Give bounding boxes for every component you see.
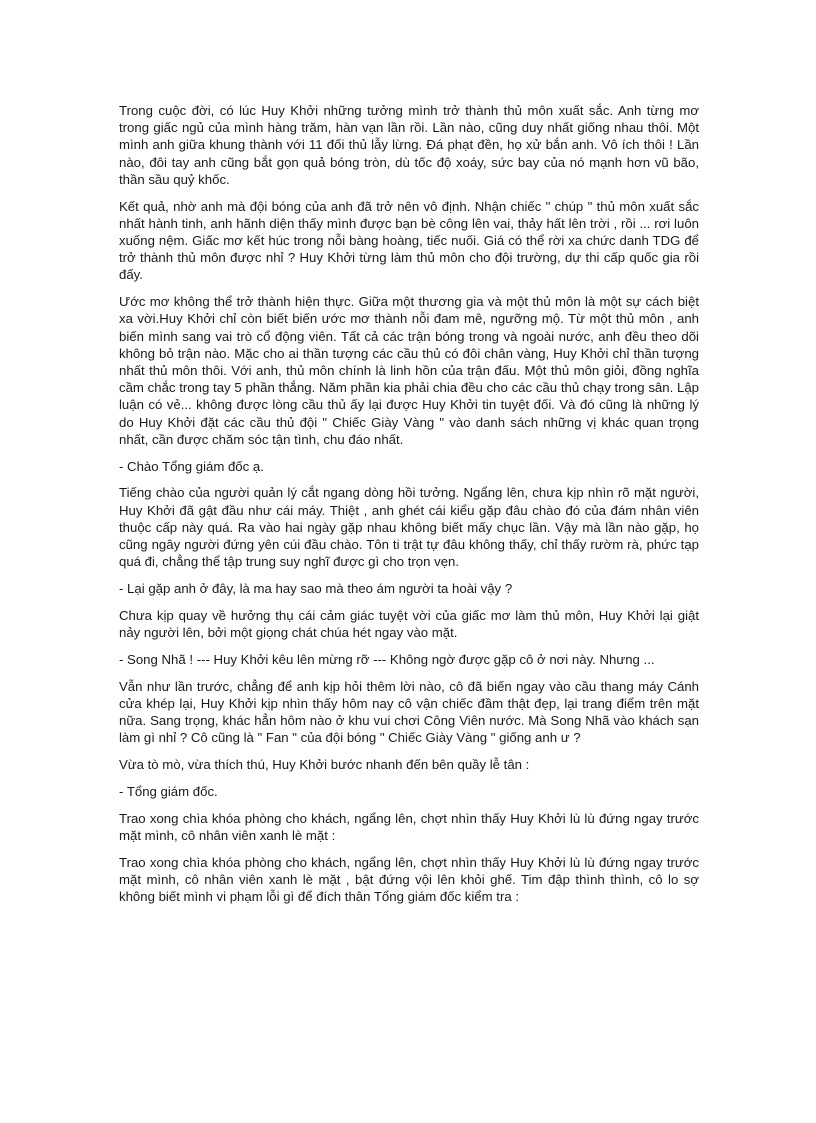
paragraph-dream-result: Kết quả, nhờ anh mà đội bóng của anh đã trở nên vô định. Nhận chiếc " chúp " thủ môn xuất sắc nhất hành tinh, anh hãnh diện thấy mình được bạn bè công lên vai, thảy hất lên trời , rồi ... rơi luôn xuống nệm. Giấc mơ kết húc trong nỗi bàng hoàng, tiếc nuối. Giá có thể rời xa chức danh TDG để trở thành thủ môn được nhỉ ? Huy Khởi từng làm thủ môn cho đội trường, dự thi cấp quốc gia rồi đấy. (119, 198, 699, 283)
paragraph-startled: Chưa kịp quay về hưởng thụ cái cảm giác tuyệt vời của giấc mơ làm thủ môn, Huy Khởi lại giật nảy người lên, bởi một giọng chát chúa hét ngay vào mặt. (119, 607, 699, 641)
paragraph-meet-again: - Lại gặp anh ở đây, là ma hay sao mà theo ám người ta hoài vậy ? (119, 581, 513, 597)
paragraph-key-handover: Trao xong chìa khóa phòng cho khách, ngẩng lên, chợt nhìn thấy Huy Khởi lù lù đứng ngay trước mặt mình, cô nhân viên xanh lè mặt : (119, 810, 699, 843)
paragraph-song-nha: - Song Nhã ! --- Huy Khởi kêu lên mừng rỡ --- Không ngờ được gặp cô ở nơi này. Nhưng ... (119, 651, 655, 667)
paragraph-unfulfilled-dream: Ước mơ không thể trở thành hiện thực. Giữa một thương gia và một thủ môn là một sự cách biệt xa vời.Huy Khởi chỉ còn biết biến ước mơ thành nỗi đam mê, ngưỡng mộ. Từ một thủ môn , anh biến mình sang vai trò cổ động viên. Tất cả các trận bóng trong và ngoài nước, anh đều theo dõi không bỏ trận nào. Mặc cho ai thần tượng các cầu thủ có đôi chân vàng, Huy Khởi chỉ thần tượng nhất thủ môn thôi. Với anh, thủ môn chính là linh hồn của trận đấu. Một thủ môn giỏi, đồng nghĩa cầm chắc trong tay 5 phần thắng. Năm phần kia phải chia đều cho các cầu thủ chạy trong sân. Lập luận có vẻ... không được lòng cầu thủ ấy lại được Huy Khởi tin tuyệt đối. Và đó cũng là những lý do Huy Khởi đặt các cầu thủ đội " Chiếc Giày Vàng " vào danh sách những vị khác quan trọng nhất, cần được chăm sóc tận tình, chu đáo nhất. (119, 294, 699, 447)
paragraph-elevator: Vẫn như lần trước, chẳng để anh kịp hỏi thêm lời nào, cô đã biến ngay vào cầu thang máy Cánh cửa khép lại, Huy Khởi kịp nhìn thấy hôm nay cô vận chiếc đầm thật đẹp, lại trang điểm trên mặt nữa. Sang trọng, khác hẳn hôm nào ở khu vui chơi Công Viên nước. Mà Song Nhã vào khách sạn làm gì nhỉ ? Cô cũng là " Fan " của đội bóng " Chiếc Giày Vàng " giống anh ư ? (119, 678, 699, 746)
paragraph-director: - Tổng giám đốc. (119, 783, 218, 799)
paragraph-greeting: - Chào Tổng giám đốc ạ. (119, 458, 264, 474)
paragraph-reception: Vừa tò mò, vừa thích thú, Huy Khởi bước nhanh đến bên quầy lễ tân : (119, 757, 530, 773)
paragraph-dream-goalkeeper: Trong cuộc đời, có lúc Huy Khởi những tưởng mình trở thành thủ môn xuất sắc. Anh từng mơ trong giấc ngủ của mình hàng trăm, hàn vạn lần rồi. Lần nào, cũng duy nhất giống nhau thôi. Một mình anh giữa khung thành với 11 đối thủ lẫy lừng. Đá phạt đền, họ xử bắn anh. Vô ích thôi ! Lần nào, đôi tay anh cũng bắt gọn quả bóng tròn, dù tốc độ xoáy, sức bay của nó mạnh hơn vũ bão, thần sầu quỷ khốc. (119, 103, 699, 187)
document-page (119, 102, 699, 915)
paragraph-staff-greeting: Tiếng chào của người quản lý cắt ngang dòng hồi tưởng. Ngẩng lên, chưa kịp nhìn rõ mặt người, Huy Khởi đã gật đầu như cái máy. Thiệt , anh ghét cái kiểu gặp đâu chào đó của đám nhân viên thuộc cấp này quá. Ra vào hai ngày gặp nhau không biết mấy chục lần. Vậy mà lần nào gặp, họ cũng ngây người đứng yên cúi đầu chào. Tôn ti trật tự đâu không thấy, chỉ thấy rườm rà, phức tạp quá đi, chẳng thể tập trung suy nghĩ được gì cho trọn vẹn. (119, 485, 699, 570)
paragraph-key-handover-extended: Trao xong chìa khóa phòng cho khách, ngẩng lên, chợt nhìn thấy Huy Khởi lù lù đứng ngay trước mặt mình, cô nhân viên xanh lè mặt , bật đứng vội lên khỏi ghế. Tim đập thình thình, cô lo sợ không biết mình vi phạm lỗi gì để đích thân Tổng giám đốc kiểm tra : (119, 854, 699, 905)
